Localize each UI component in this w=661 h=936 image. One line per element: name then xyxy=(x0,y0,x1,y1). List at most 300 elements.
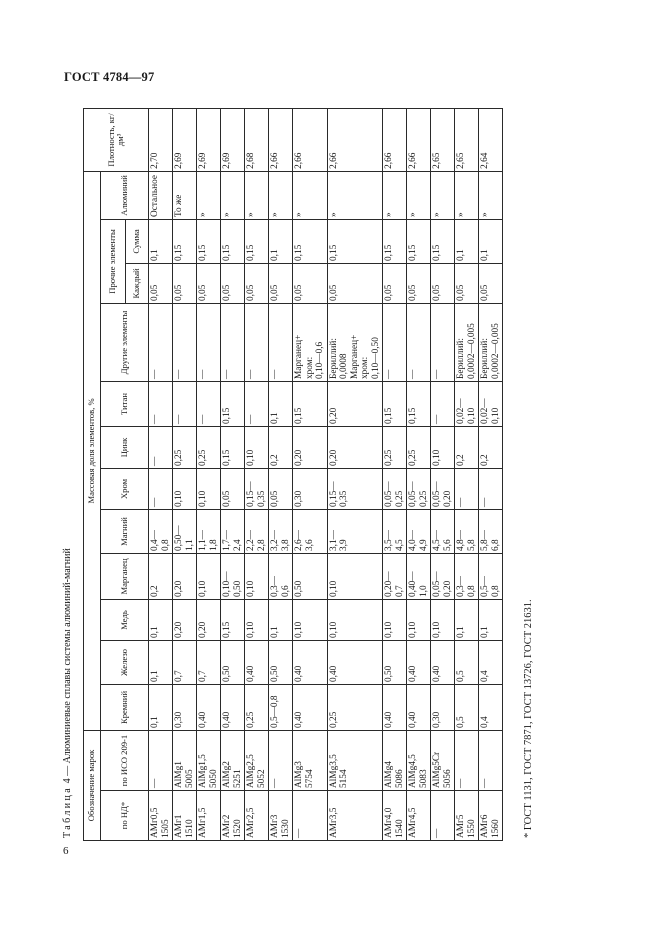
cell-line: 1505 xyxy=(160,819,171,838)
table-row xyxy=(245,108,269,840)
cell-line: — xyxy=(174,369,184,379)
cell-magnesium xyxy=(479,509,503,553)
cell-iso xyxy=(221,730,245,790)
cell-line: 3,6 xyxy=(304,539,315,551)
cell-line: 0,05 xyxy=(270,490,280,507)
cell-silicon xyxy=(383,684,407,730)
cell-each xyxy=(197,263,221,303)
cell-nd xyxy=(327,791,383,841)
cell-line: 4,9 xyxy=(418,539,429,551)
cell-other xyxy=(383,303,407,381)
cell-line: 5056 xyxy=(442,769,453,788)
cell-line: 5005 xyxy=(184,769,195,788)
cell-line: 0,10 xyxy=(174,490,184,507)
cell-sum xyxy=(407,219,431,263)
table-row xyxy=(149,108,173,840)
cell-copper xyxy=(245,599,269,640)
cell-line: — xyxy=(456,497,466,507)
cell-aluminium xyxy=(293,171,328,219)
cell-titanium xyxy=(479,381,503,426)
cell-aluminium xyxy=(221,171,245,219)
cell-line: 0,5 xyxy=(456,716,466,728)
cell-line: 4,0— xyxy=(408,530,418,551)
cell-line: » xyxy=(222,212,232,217)
cell-manganese xyxy=(221,553,245,599)
cell-line: 0,2 xyxy=(150,585,160,597)
cell-line: 0,05 xyxy=(408,284,418,301)
cell-line: 0,15 xyxy=(222,449,232,466)
cell-line: » xyxy=(432,212,442,217)
cell-line: 0,40 xyxy=(432,665,442,682)
cell-line: 0,15 xyxy=(222,407,232,424)
cell-line: 3,9 xyxy=(339,539,349,551)
cell-line: 0,05 xyxy=(432,284,442,301)
cell-zinc xyxy=(269,426,293,468)
cell-iso xyxy=(383,730,407,790)
cell-chromium xyxy=(197,468,221,509)
cell-line: » xyxy=(384,212,394,217)
cell-line: АМг3,5 xyxy=(328,807,339,838)
cell-line: 0,10 xyxy=(408,621,418,638)
cell-silicon xyxy=(293,684,328,730)
cell-chromium xyxy=(431,468,455,509)
cell-titanium xyxy=(407,381,431,426)
cell-line: — xyxy=(408,369,418,379)
cell-iso xyxy=(479,730,503,790)
cell-line: АМг6 xyxy=(480,814,490,838)
cell-each xyxy=(479,263,503,303)
cell-line: — xyxy=(198,369,208,379)
cell-zinc xyxy=(245,426,269,468)
cell-sum xyxy=(173,219,197,263)
cell-line: AlMg2 xyxy=(222,761,232,788)
cell-chromium xyxy=(269,468,293,509)
cell-line: 0,0002—0,005 xyxy=(466,323,477,379)
header-zinc: Цинк xyxy=(101,426,149,468)
cell-sum xyxy=(245,219,269,263)
cell-line: 0,10 xyxy=(328,621,339,638)
cell-magnesium xyxy=(269,509,293,553)
cell-nd xyxy=(407,791,431,841)
cell-line: 0,20— xyxy=(384,571,394,597)
cell-line: 2,69 xyxy=(174,152,184,169)
cell-chromium xyxy=(407,468,431,509)
cell-line: 0,2 xyxy=(270,454,280,466)
header-each: Каждый xyxy=(126,263,149,303)
cell-iso xyxy=(197,730,221,790)
cell-line: АМг4,5 xyxy=(408,807,418,838)
cell-line: — xyxy=(174,414,184,424)
cell-line: » xyxy=(456,212,466,217)
cell-line: Марганец+ xyxy=(294,334,304,379)
cell-each xyxy=(293,263,328,303)
cell-other xyxy=(327,303,383,381)
cell-iso xyxy=(327,730,383,790)
cell-line: 2,4 xyxy=(232,539,243,551)
cell-line: 0,05 xyxy=(328,284,339,301)
cell-line: 0,7 xyxy=(174,670,184,682)
cell-sum xyxy=(197,219,221,263)
cell-line: 0,05 xyxy=(246,284,256,301)
cell-each xyxy=(149,263,173,303)
cell-density xyxy=(245,108,269,171)
table-row xyxy=(269,108,293,840)
cell-line: 0,1 xyxy=(270,412,280,424)
table-row xyxy=(383,108,407,840)
cell-line: АМг3 xyxy=(270,814,280,838)
cell-line: 4,5 xyxy=(394,539,405,551)
cell-line: 0,2 xyxy=(456,454,466,466)
cell-line: АМг2 xyxy=(222,814,232,838)
cell-silicon xyxy=(197,684,221,730)
cell-line: 0,10 xyxy=(328,580,339,597)
cell-line: 0,15 xyxy=(294,244,304,261)
header-density: Плотность, кг/дм³ xyxy=(84,108,149,171)
cell-line: 2,65 xyxy=(456,152,466,169)
cell-density xyxy=(455,108,479,171)
cell-nd xyxy=(197,791,221,841)
cell-line: AlMg4,5 xyxy=(408,754,418,788)
cell-line: 0,15 xyxy=(384,244,394,261)
cell-line: AlMg3 xyxy=(294,761,304,788)
cell-chromium xyxy=(383,468,407,509)
cell-line: AlMg1,5 xyxy=(198,754,208,788)
cell-line: 0,40 xyxy=(198,711,208,728)
cell-iron xyxy=(383,640,407,684)
cell-magnesium xyxy=(383,509,407,553)
cell-line: 5086 xyxy=(394,769,405,788)
document-code: ГОСТ 4784—97 xyxy=(64,70,155,84)
cell-line: 0,1 xyxy=(150,670,160,682)
cell-zinc xyxy=(383,426,407,468)
cell-line: 0,1 xyxy=(150,249,160,261)
header-iron: Железо xyxy=(101,640,149,684)
cell-line: 2,66 xyxy=(294,152,304,169)
cell-each xyxy=(383,263,407,303)
table-row xyxy=(197,108,221,840)
cell-iron xyxy=(407,640,431,684)
cell-iso xyxy=(293,730,328,790)
cell-silicon xyxy=(327,684,383,730)
cell-zinc xyxy=(455,426,479,468)
cell-line: 0,1 xyxy=(456,626,466,638)
cell-copper xyxy=(431,599,455,640)
table-row xyxy=(327,108,383,840)
cell-manganese xyxy=(479,553,503,599)
cell-nd xyxy=(293,791,328,841)
table-row xyxy=(221,108,245,840)
cell-line: 0,8 xyxy=(466,585,477,597)
cell-line: 1,0 xyxy=(418,585,429,597)
cell-line: 1520 xyxy=(232,819,243,838)
cell-line: 0,1 xyxy=(456,249,466,261)
cell-copper xyxy=(149,599,173,640)
cell-aluminium xyxy=(269,171,293,219)
cell-silicon xyxy=(149,684,173,730)
cell-line: 0,02— xyxy=(480,398,490,424)
cell-line: 2,66 xyxy=(328,152,339,169)
cell-zinc xyxy=(479,426,503,468)
cell-sum xyxy=(221,219,245,263)
cell-line: Бериллий: xyxy=(328,338,339,379)
cell-line: Остальное xyxy=(150,175,160,217)
cell-iron xyxy=(173,640,197,684)
cell-each xyxy=(245,263,269,303)
cell-chromium xyxy=(479,468,503,509)
cell-line: 0,50 xyxy=(232,580,243,597)
cell-density xyxy=(197,108,221,171)
cell-line: хром: xyxy=(304,356,315,379)
cell-titanium xyxy=(245,381,269,426)
cell-line: 5754 xyxy=(304,769,315,788)
cell-each xyxy=(173,263,197,303)
cell-iso xyxy=(431,730,455,790)
cell-silicon xyxy=(245,684,269,730)
header-copper: Медь xyxy=(101,599,149,640)
cell-density xyxy=(293,108,328,171)
cell-line: — xyxy=(246,414,256,424)
cell-line: 0,05 xyxy=(270,284,280,301)
cell-line: 0,40 xyxy=(246,665,256,682)
cell-line: 0,35 xyxy=(256,490,267,507)
cell-line: 0,15 xyxy=(222,244,232,261)
cell-line: 0,4— xyxy=(150,530,160,551)
page-number: 6 xyxy=(63,845,69,857)
cell-line: 0,40 xyxy=(384,711,394,728)
cell-line: » xyxy=(408,212,418,217)
cell-silicon xyxy=(221,684,245,730)
cell-line: 0,1 xyxy=(270,626,280,638)
cell-line: 0,05 xyxy=(384,284,394,301)
cell-iron xyxy=(149,640,173,684)
cell-line: 2,65 xyxy=(432,152,442,169)
cell-line: 0,0008 xyxy=(339,353,349,379)
cell-aluminium xyxy=(327,171,383,219)
cell-line: 5,8 xyxy=(466,539,477,551)
cell-line: 2,64 xyxy=(480,152,490,169)
cell-chromium xyxy=(221,468,245,509)
alloy-composition-table xyxy=(83,108,503,841)
cell-line: 2,8 xyxy=(256,539,267,551)
cell-line: 0,20 xyxy=(174,621,184,638)
cell-chromium xyxy=(173,468,197,509)
table-row xyxy=(479,108,503,840)
cell-line: 0,25 xyxy=(418,490,429,507)
cell-line: 0,30 xyxy=(294,490,304,507)
cell-line: 5,6 xyxy=(442,539,453,551)
cell-line: 5050 xyxy=(208,769,219,788)
cell-silicon xyxy=(455,684,479,730)
cell-magnesium xyxy=(221,509,245,553)
cell-line: 2,6— xyxy=(294,530,304,551)
cell-line: То же xyxy=(174,194,184,217)
cell-line: 4,8— xyxy=(456,530,466,551)
cell-line: » xyxy=(270,212,280,217)
cell-line: 0,5 xyxy=(456,670,466,682)
header-by-iso: по ИСО 209-1 xyxy=(101,730,149,790)
cell-copper xyxy=(293,599,328,640)
cell-line: — xyxy=(432,414,442,424)
cell-density xyxy=(407,108,431,171)
header-silicon: Кремний xyxy=(101,684,149,730)
cell-each xyxy=(455,263,479,303)
cell-zinc xyxy=(293,426,328,468)
cell-zinc xyxy=(149,426,173,468)
cell-silicon xyxy=(431,684,455,730)
cell-line: 0,15 xyxy=(246,244,256,261)
cell-line: 2,2— xyxy=(246,530,256,551)
header-by-nd: по НД* xyxy=(101,791,149,841)
cell-line: 0,40— xyxy=(408,571,418,597)
cell-copper xyxy=(221,599,245,640)
header-other-elements: Другие элементы xyxy=(101,303,149,381)
cell-line: 0,05— xyxy=(384,481,394,507)
cell-iron xyxy=(293,640,328,684)
cell-sum xyxy=(327,219,383,263)
cell-line: — xyxy=(246,369,256,379)
cell-line: 0,15 xyxy=(328,244,339,261)
header-manganese: Марганец xyxy=(101,553,149,599)
cell-line: 0,8 xyxy=(490,585,501,597)
cell-nd xyxy=(455,791,479,841)
cell-iso xyxy=(455,730,479,790)
cell-iron xyxy=(479,640,503,684)
cell-each xyxy=(407,263,431,303)
cell-line: 0,10 xyxy=(198,490,208,507)
cell-sum xyxy=(431,219,455,263)
cell-line: AlMg1 xyxy=(174,761,184,788)
cell-line: 0,05— xyxy=(408,481,418,507)
cell-line: — xyxy=(150,778,160,788)
cell-line: 2,66 xyxy=(384,152,394,169)
cell-other xyxy=(455,303,479,381)
table-row xyxy=(293,108,328,840)
cell-other xyxy=(269,303,293,381)
cell-line: 2,70 xyxy=(150,152,160,169)
cell-copper xyxy=(173,599,197,640)
cell-line: — xyxy=(150,497,160,507)
cell-chromium xyxy=(245,468,269,509)
cell-titanium xyxy=(197,381,221,426)
cell-aluminium xyxy=(407,171,431,219)
cell-line: 0,30 xyxy=(174,711,184,728)
cell-manganese xyxy=(197,553,221,599)
cell-line: 0,50— xyxy=(174,525,184,551)
cell-line: 0,25 xyxy=(198,449,208,466)
cell-each xyxy=(221,263,245,303)
cell-titanium xyxy=(293,381,328,426)
cell-line: 1,1— xyxy=(198,530,208,551)
cell-line: 0,25 xyxy=(394,490,405,507)
cell-line: 0,10—0,6 xyxy=(315,341,325,379)
cell-copper xyxy=(383,599,407,640)
cell-iron xyxy=(221,640,245,684)
cell-line: 2,66 xyxy=(270,152,280,169)
cell-line: 0,15 xyxy=(408,407,418,424)
cell-each xyxy=(431,263,455,303)
cell-line: 0,05 xyxy=(222,284,232,301)
table-row xyxy=(455,108,479,840)
cell-line: 6,8 xyxy=(490,539,501,551)
cell-line: 0,3— xyxy=(456,576,466,597)
cell-density xyxy=(269,108,293,171)
cell-magnesium xyxy=(293,509,328,553)
table-body xyxy=(149,108,503,840)
cell-line: 0,15 xyxy=(384,407,394,424)
cell-line: » xyxy=(294,212,304,217)
cell-titanium xyxy=(173,381,197,426)
cell-silicon xyxy=(173,684,197,730)
cell-aluminium xyxy=(245,171,269,219)
cell-zinc xyxy=(407,426,431,468)
cell-line: 0,6 xyxy=(280,585,291,597)
cell-line: хром: xyxy=(360,356,370,379)
cell-manganese xyxy=(149,553,173,599)
cell-line: — xyxy=(150,456,160,466)
cell-iron xyxy=(197,640,221,684)
cell-aluminium xyxy=(173,171,197,219)
cell-line: 1,8 xyxy=(208,539,219,551)
cell-line: АМг1 xyxy=(174,814,184,838)
cell-other xyxy=(149,303,173,381)
cell-line: 2,69 xyxy=(222,152,232,169)
cell-line: » xyxy=(480,212,490,217)
cell-density xyxy=(431,108,455,171)
cell-aluminium xyxy=(431,171,455,219)
cell-line: 5083 xyxy=(418,769,429,788)
cell-aluminium xyxy=(383,171,407,219)
cell-line: 0,15— xyxy=(246,481,256,507)
cell-line: 0,10 xyxy=(490,407,501,424)
cell-zinc xyxy=(327,426,383,468)
cell-line: 0,05 xyxy=(150,284,160,301)
cell-line: 0,15 xyxy=(222,621,232,638)
cell-sum xyxy=(269,219,293,263)
cell-line: 4,5— xyxy=(432,530,442,551)
cell-line: 0,1 xyxy=(480,249,490,261)
cell-magnesium xyxy=(455,509,479,553)
cell-density xyxy=(479,108,503,171)
cell-line: — xyxy=(480,497,490,507)
cell-other xyxy=(173,303,197,381)
cell-line: 0,40 xyxy=(408,711,418,728)
cell-line: AlMg2,5 xyxy=(246,754,256,788)
cell-sum xyxy=(149,219,173,263)
cell-line: 0,20 xyxy=(442,580,453,597)
cell-magnesium xyxy=(197,509,221,553)
cell-copper xyxy=(269,599,293,640)
cell-line: 0,7 xyxy=(394,585,405,597)
cell-magnesium xyxy=(327,509,383,553)
cell-line: — xyxy=(432,369,442,379)
cell-line: 1540 xyxy=(394,819,405,838)
cell-line: 0,10 xyxy=(432,449,442,466)
cell-line: 0,15— xyxy=(328,481,339,507)
cell-line: — xyxy=(270,778,280,788)
cell-aluminium xyxy=(149,171,173,219)
cell-line: 0,25 xyxy=(328,711,339,728)
header-magnesium: Магний xyxy=(101,509,149,553)
cell-line: 0,10 xyxy=(466,407,477,424)
cell-line: Бериллий: xyxy=(456,338,466,379)
cell-line: Бериллий: xyxy=(480,338,490,379)
cell-line: Марганец+ xyxy=(349,334,360,379)
cell-sum xyxy=(383,219,407,263)
cell-line: АМг1,5 xyxy=(198,807,208,838)
cell-line: 0,25 xyxy=(408,449,418,466)
cell-line: 0,02— xyxy=(456,398,466,424)
cell-line: — xyxy=(432,828,442,838)
